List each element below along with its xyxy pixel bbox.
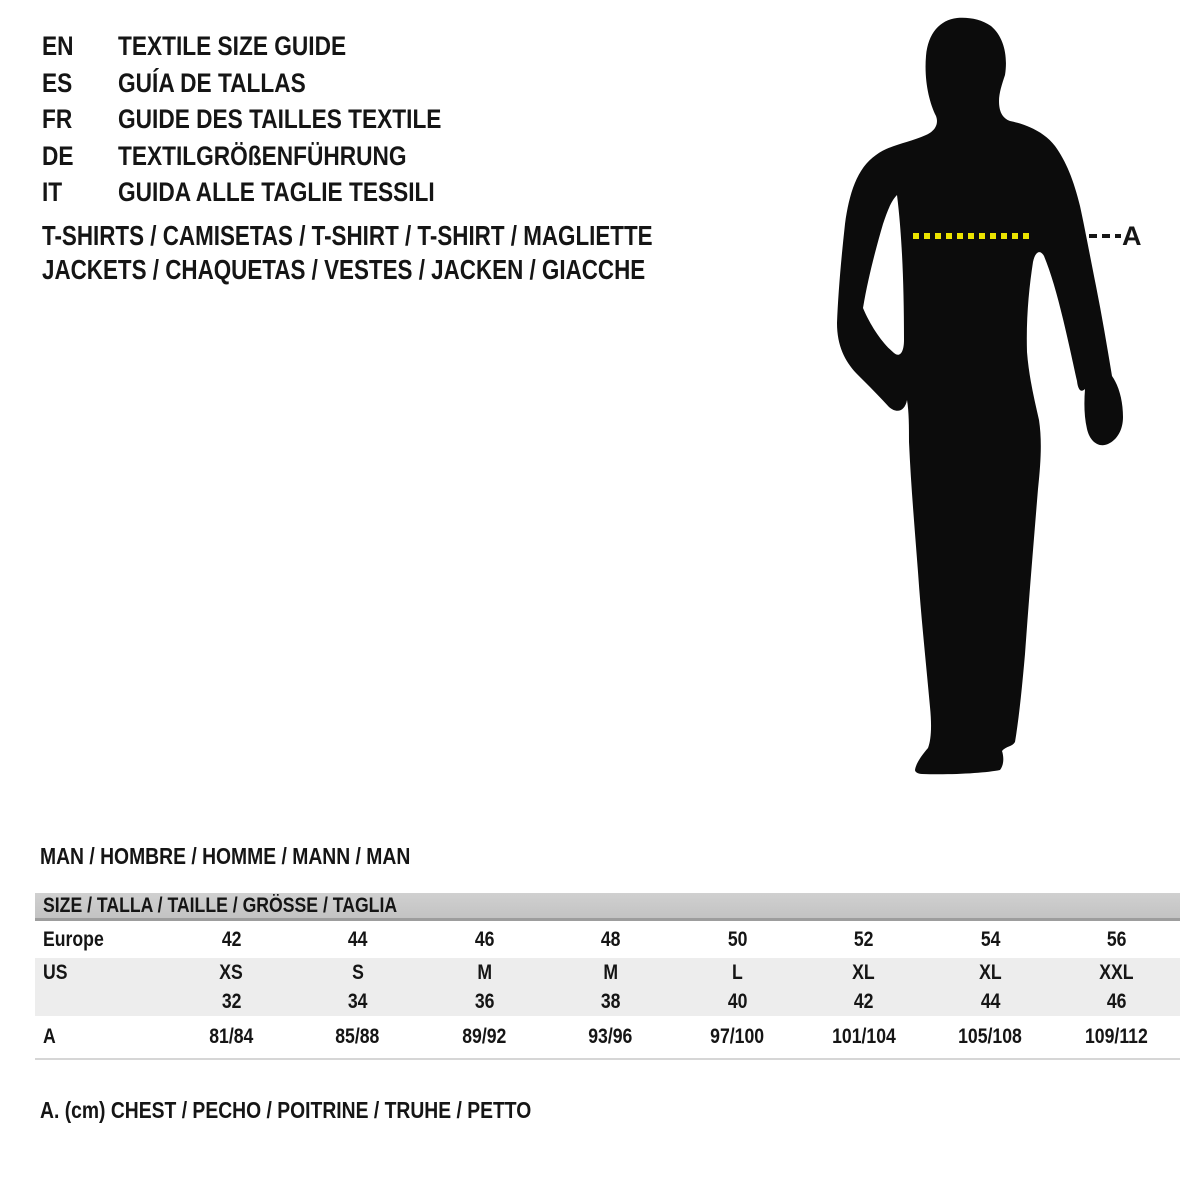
man-silhouette-shape [837,18,1123,775]
footnote [40,1096,625,1124]
language-code: DE [42,140,74,171]
table-cell: 34 [347,989,368,1013]
size-table [35,893,1180,1060]
table-cell: 40 [727,989,748,1013]
table-cell: 85/88 [335,1025,380,1048]
table-cell: L [731,960,743,984]
table-cell: 42 [221,927,242,951]
table-cell: 46 [1106,989,1127,1013]
table-cell: 52 [853,927,874,951]
table-cell: XXL [1099,960,1134,984]
section-title [40,843,481,869]
language-code: ES [42,67,73,98]
table-cell: 36 [474,989,495,1013]
row-label: A [43,1025,56,1048]
table-cell: 44 [980,989,1001,1013]
category-line-tshirts: T-SHIRTS / CAMISETAS / T-SHIRT / T-SHIRT / MAGLIETTE [42,220,653,251]
table-header-text: SIZE / TALLA / TAILLE / GRÖSSE / TAGLIA [43,893,398,917]
language-code: FR [42,104,73,134]
table-cell: 48 [600,927,621,951]
category-line-jackets: JACKETS / CHAQUETAS / VESTES / JACKEN / GIACCHE [42,253,646,285]
table-cell: 44 [347,927,368,951]
table-cell: 101/104 [831,1025,896,1048]
table-header [35,893,1180,921]
table-cell: 89/92 [462,1025,507,1048]
table-cell: 32 [221,989,242,1013]
language-code: IT [42,177,63,207]
footnote-text: A. (cm) CHEST / PECHO / POITRINE / TRUHE / PETTO [40,1097,532,1123]
table-cell: 50 [727,927,748,951]
table-cell: 54 [980,927,1001,951]
language-label: TEXTILGRÖßENFÜHRUNG [118,140,407,171]
table-cell: M [603,960,619,984]
table-cell: 42 [853,989,874,1013]
table-cell: 109/112 [1085,1025,1149,1048]
table-cell: 97/100 [710,1025,765,1048]
table-cell: 46 [474,927,495,951]
language-label: TEXTILE SIZE GUIDE [118,31,347,61]
language-label: GUIDA ALLE TAGLIE TESSILI [118,177,435,207]
section-title-text: MAN / HOMBRE / HOMME / MANN / MAN [40,843,411,869]
table-row-numeric [35,987,1180,1016]
table-cell: XL [978,960,1002,984]
language-label: GUIDE DES TAILLES TEXTILE [118,104,442,134]
table-cell: 81/84 [209,1025,254,1048]
table-cell: XS [219,960,244,984]
table-cell: S [351,960,364,984]
language-label: GUÍA DE TALLAS [118,67,306,98]
measure-label-a: A [1122,221,1142,251]
table-cell: 93/96 [588,1025,633,1048]
language-code: EN [42,31,74,61]
table-cell: 56 [1106,927,1127,951]
table-cell: 38 [600,989,621,1013]
table-row-europe [35,921,1180,958]
row-label: US [43,960,68,984]
table-row-chest [35,1016,1180,1060]
table-cell: M [476,960,492,984]
table-cell: XL [852,960,876,984]
row-label: Europe [43,927,104,951]
table-cell: 105/108 [958,1025,1023,1048]
table-row-us [35,958,1180,987]
